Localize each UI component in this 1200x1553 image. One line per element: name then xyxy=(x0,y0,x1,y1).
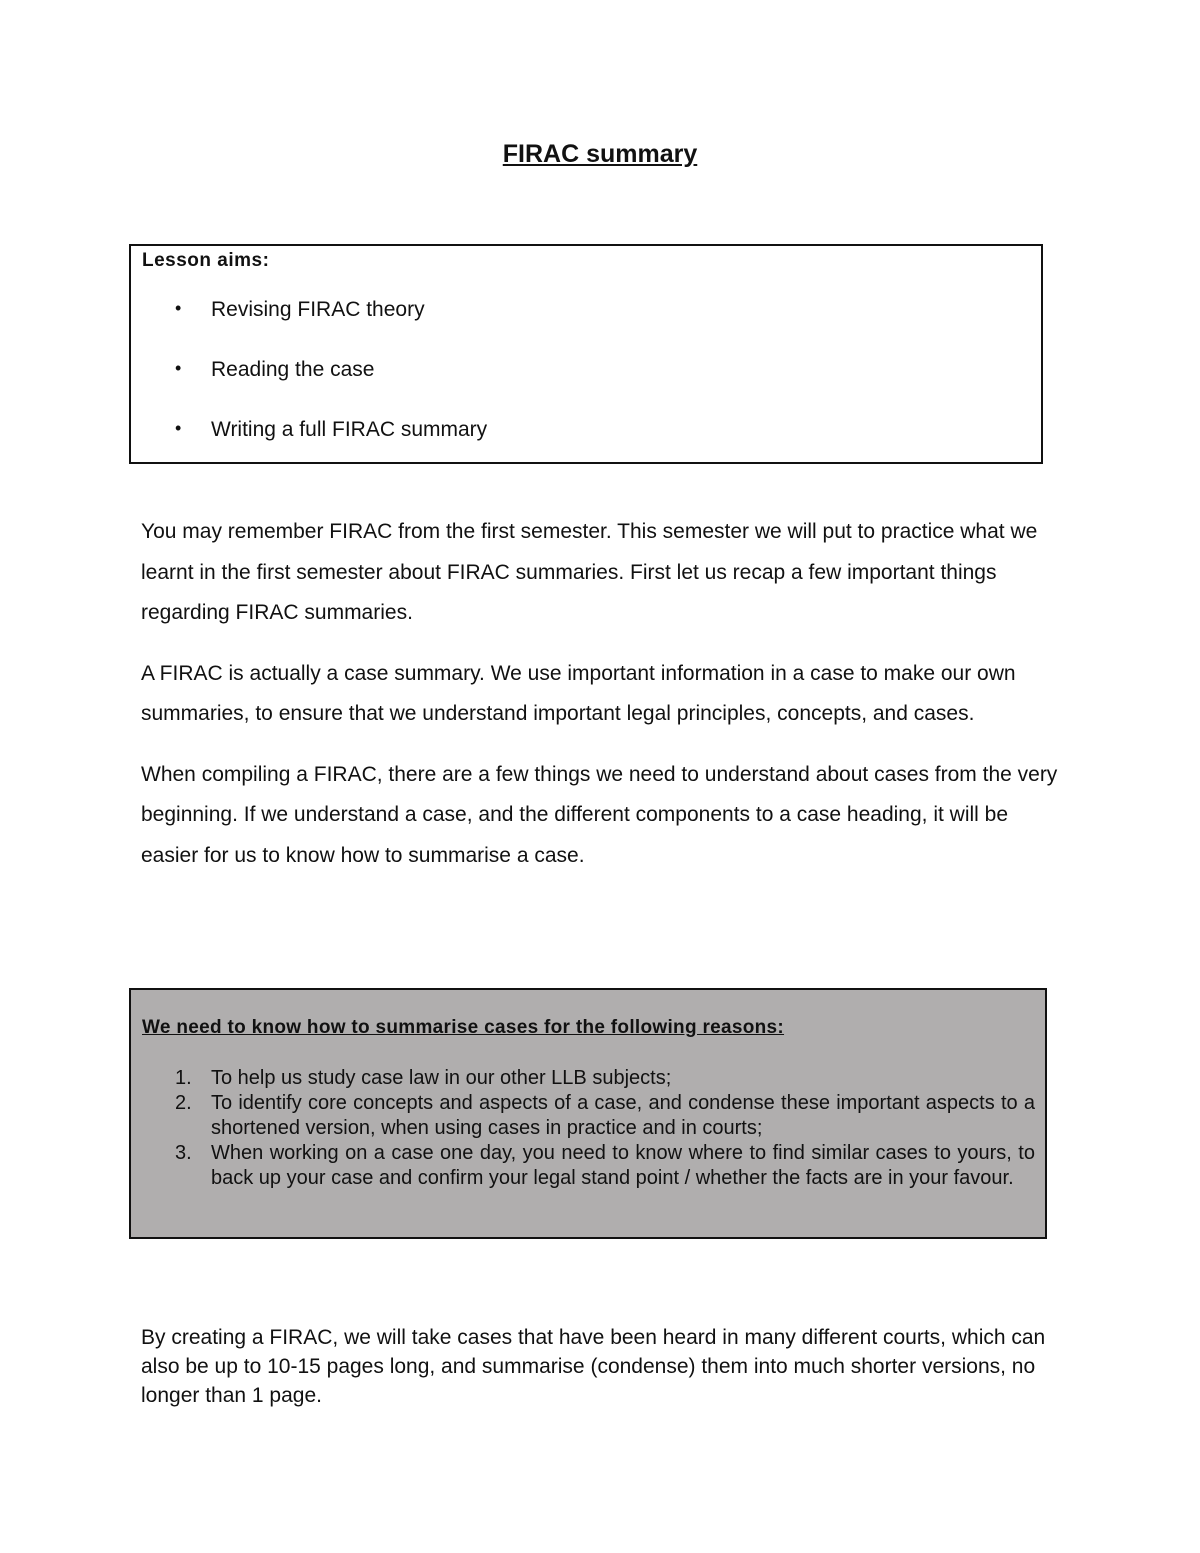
reason-item xyxy=(131,1091,1045,1141)
lesson-aim-item xyxy=(131,298,1041,358)
lesson-aim-text: Revising FIRAC theory xyxy=(211,298,425,321)
lesson-aim-item xyxy=(131,418,1041,478)
page-title: FIRAC summary xyxy=(502,140,698,168)
reason-item xyxy=(131,1141,1045,1191)
reason-text: When working on a case one day, you need to know where to find similar cases to yours, to back up your case and confirm your legal stand point / whether the facts are in your favour. xyxy=(211,1142,1035,1189)
reasons-box xyxy=(129,988,1047,1239)
reason-number: 1. xyxy=(175,1067,192,1089)
body-paragraphs xyxy=(141,512,1071,896)
lesson-aim-item xyxy=(131,358,1041,418)
bullet-icon: • xyxy=(175,298,182,318)
reason-text: To help us study case law in our other LLB subjects; xyxy=(211,1067,672,1089)
body-paragraph: A FIRAC is actually a case summary. We use important information in a case to make our own summaries, to ensure that we understand important legal principles, concepts, and cases. xyxy=(141,661,1016,725)
reason-item xyxy=(131,1066,1045,1091)
reason-number: 3. xyxy=(175,1142,192,1164)
reasons-list xyxy=(131,1066,1045,1191)
lesson-aims-box xyxy=(129,244,1043,464)
bullet-icon: • xyxy=(175,418,182,438)
lesson-aims-list xyxy=(131,298,1041,478)
bullet-icon: • xyxy=(175,358,182,378)
closing-paragraph: By creating a FIRAC, we will take cases that have been heard in many different courts, which can also be up to 10-15 pages long, and summarise (condense) them into much shorter versions, no longer than 1 page. xyxy=(141,1326,1046,1407)
lesson-aims-heading: Lesson aims: xyxy=(142,250,270,271)
lesson-aim-text: Writing a full FIRAC summary xyxy=(211,418,488,441)
reasons-heading: We need to know how to summarise cases for the following reasons: xyxy=(142,1017,785,1038)
body-paragraph: When compiling a FIRAC, there are a few things we need to understand about cases from the very beginning. If we understand a case, and the different components to a case heading, it will be easier for us to know how to summarise a case. xyxy=(141,762,1058,867)
lesson-aim-text: Reading the case xyxy=(211,358,375,381)
body-paragraph: You may remember FIRAC from the first semester. This semester we will put to practice what we learnt in the first semester about FIRAC summaries. First let us recap a few important things regarding FIRAC summaries. xyxy=(141,520,1038,624)
reason-number: 2. xyxy=(175,1092,192,1114)
reason-text: To identify core concepts and aspects of a case, and condense these important aspects to a shortened version, when using cases in practice and in courts; xyxy=(211,1092,1035,1139)
